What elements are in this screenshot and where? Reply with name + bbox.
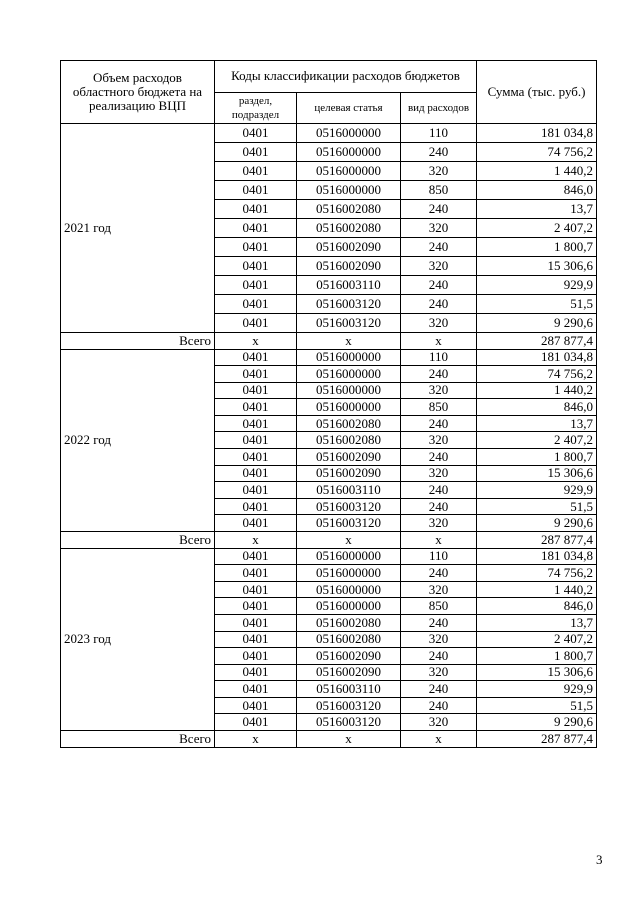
expense-type-code: 320 bbox=[401, 257, 477, 276]
expense-type-code: 320 bbox=[401, 581, 477, 598]
target-code: 0516000000 bbox=[297, 548, 401, 565]
total-row bbox=[61, 731, 597, 748]
section-code: 0401 bbox=[215, 565, 297, 582]
target-code: 0516000000 bbox=[297, 162, 401, 181]
target-code: 0516002090 bbox=[297, 648, 401, 665]
section-code: 0401 bbox=[215, 515, 297, 532]
section-code: 0401 bbox=[215, 664, 297, 681]
expense-type-code: 320 bbox=[401, 382, 477, 399]
section-code: 0401 bbox=[215, 238, 297, 257]
target-code: 0516002080 bbox=[297, 200, 401, 219]
section-code: 0401 bbox=[215, 681, 297, 698]
total-amount: 287 877,4 bbox=[477, 532, 597, 549]
target-code: 0516002080 bbox=[297, 631, 401, 648]
expense-type-code: 240 bbox=[401, 143, 477, 162]
target-code: 0516002090 bbox=[297, 238, 401, 257]
section-code: 0401 bbox=[215, 257, 297, 276]
total-amount: 287 877,4 bbox=[477, 333, 597, 350]
target-code: 0516003120 bbox=[297, 515, 401, 532]
section-code: 0401 bbox=[215, 482, 297, 499]
amount: 51,5 bbox=[477, 295, 597, 314]
target-code: 0516002090 bbox=[297, 465, 401, 482]
expense-type-code: 240 bbox=[401, 276, 477, 295]
total-label: Всего bbox=[61, 731, 215, 748]
section-code: 0401 bbox=[215, 465, 297, 482]
section-code: 0401 bbox=[215, 276, 297, 295]
section-code: 0401 bbox=[215, 366, 297, 383]
total-type: х bbox=[401, 333, 477, 350]
amount: 1 800,7 bbox=[477, 449, 597, 466]
section-code: 0401 bbox=[215, 714, 297, 731]
target-code: 0516000000 bbox=[297, 598, 401, 615]
amount: 9 290,6 bbox=[477, 314, 597, 333]
amount: 2 407,2 bbox=[477, 432, 597, 449]
target-code: 0516002080 bbox=[297, 432, 401, 449]
section-code: 0401 bbox=[215, 415, 297, 432]
target-code: 0516000000 bbox=[297, 399, 401, 416]
amount: 1 800,7 bbox=[477, 238, 597, 257]
target-code: 0516000000 bbox=[297, 366, 401, 383]
section-code: 0401 bbox=[215, 143, 297, 162]
expense-type-code: 320 bbox=[401, 162, 477, 181]
amount: 13,7 bbox=[477, 415, 597, 432]
amount: 1 440,2 bbox=[477, 382, 597, 399]
amount: 929,9 bbox=[477, 482, 597, 499]
year-group-2022 bbox=[61, 349, 597, 548]
target-code: 0516003120 bbox=[297, 714, 401, 731]
section-code: 0401 bbox=[215, 124, 297, 143]
expense-type-code: 320 bbox=[401, 465, 477, 482]
total-row bbox=[61, 532, 597, 549]
section-code: 0401 bbox=[215, 162, 297, 181]
amount: 181 034,8 bbox=[477, 548, 597, 565]
amount: 13,7 bbox=[477, 200, 597, 219]
target-code: 0516003110 bbox=[297, 482, 401, 499]
section-code: 0401 bbox=[215, 648, 297, 665]
expense-type-code: 240 bbox=[401, 681, 477, 698]
expense-type-code: 240 bbox=[401, 648, 477, 665]
target-code: 0516002090 bbox=[297, 257, 401, 276]
section-code: 0401 bbox=[215, 614, 297, 631]
section-code: 0401 bbox=[215, 349, 297, 366]
total-label: Всего bbox=[61, 333, 215, 350]
year-label: 2021 год bbox=[61, 124, 215, 333]
expense-type-code: 240 bbox=[401, 415, 477, 432]
amount: 846,0 bbox=[477, 598, 597, 615]
total-target: х bbox=[297, 532, 401, 549]
expense-type-code: 110 bbox=[401, 548, 477, 565]
section-code: 0401 bbox=[215, 181, 297, 200]
amount: 15 306,6 bbox=[477, 664, 597, 681]
expense-type-code: 850 bbox=[401, 598, 477, 615]
amount: 1 800,7 bbox=[477, 648, 597, 665]
target-code: 0516003120 bbox=[297, 314, 401, 333]
expense-type-code: 240 bbox=[401, 614, 477, 631]
expense-type-code: 240 bbox=[401, 366, 477, 383]
target-code: 0516003120 bbox=[297, 498, 401, 515]
expense-type-code: 240 bbox=[401, 565, 477, 582]
section-code: 0401 bbox=[215, 432, 297, 449]
amount: 2 407,2 bbox=[477, 219, 597, 238]
target-code: 0516000000 bbox=[297, 124, 401, 143]
expense-type-code: 240 bbox=[401, 238, 477, 257]
page-number: 3 bbox=[596, 852, 603, 867]
amount: 846,0 bbox=[477, 181, 597, 200]
total-section: х bbox=[215, 532, 297, 549]
target-code: 0516000000 bbox=[297, 565, 401, 582]
target-code: 0516002080 bbox=[297, 219, 401, 238]
section-code: 0401 bbox=[215, 498, 297, 515]
amount: 929,9 bbox=[477, 276, 597, 295]
budget-table bbox=[60, 60, 597, 748]
section-code: 0401 bbox=[215, 697, 297, 714]
amount: 9 290,6 bbox=[477, 515, 597, 532]
amount: 51,5 bbox=[477, 498, 597, 515]
total-target: х bbox=[297, 333, 401, 350]
target-code: 0516000000 bbox=[297, 581, 401, 598]
amount: 1 440,2 bbox=[477, 581, 597, 598]
amount: 74 756,2 bbox=[477, 565, 597, 582]
header-target: целевая статья bbox=[297, 92, 401, 124]
total-section: х bbox=[215, 731, 297, 748]
header-sum: Сумма (тыс. руб.) bbox=[477, 61, 597, 124]
section-code: 0401 bbox=[215, 548, 297, 565]
expense-type-code: 320 bbox=[401, 631, 477, 648]
expense-type-code: 320 bbox=[401, 714, 477, 731]
expense-type-code: 240 bbox=[401, 200, 477, 219]
section-code: 0401 bbox=[215, 219, 297, 238]
target-code: 0516003120 bbox=[297, 295, 401, 314]
year-label: 2022 год bbox=[61, 349, 215, 532]
amount: 15 306,6 bbox=[477, 465, 597, 482]
total-row bbox=[61, 333, 597, 350]
target-code: 0516000000 bbox=[297, 143, 401, 162]
expense-type-code: 240 bbox=[401, 498, 477, 515]
expense-type-code: 850 bbox=[401, 181, 477, 200]
section-code: 0401 bbox=[215, 382, 297, 399]
section-code: 0401 bbox=[215, 598, 297, 615]
expense-type-code: 240 bbox=[401, 697, 477, 714]
expense-type-code: 320 bbox=[401, 432, 477, 449]
expense-type-code: 110 bbox=[401, 349, 477, 366]
section-code: 0401 bbox=[215, 200, 297, 219]
header-codes: Коды классификации расходов бюджетов bbox=[215, 61, 477, 93]
target-code: 0516003110 bbox=[297, 276, 401, 295]
amount: 181 034,8 bbox=[477, 349, 597, 366]
amount: 2 407,2 bbox=[477, 631, 597, 648]
expense-type-code: 240 bbox=[401, 449, 477, 466]
table-header bbox=[61, 61, 597, 124]
amount: 15 306,6 bbox=[477, 257, 597, 276]
total-type: х bbox=[401, 532, 477, 549]
section-code: 0401 bbox=[215, 295, 297, 314]
expense-type-code: 320 bbox=[401, 515, 477, 532]
expense-type-code: 850 bbox=[401, 399, 477, 416]
section-code: 0401 bbox=[215, 631, 297, 648]
amount: 1 440,2 bbox=[477, 162, 597, 181]
total-target: х bbox=[297, 731, 401, 748]
amount: 181 034,8 bbox=[477, 124, 597, 143]
table-row bbox=[61, 349, 597, 366]
year-label: 2023 год bbox=[61, 548, 215, 731]
amount: 13,7 bbox=[477, 614, 597, 631]
expense-type-code: 240 bbox=[401, 295, 477, 314]
section-code: 0401 bbox=[215, 449, 297, 466]
table-row bbox=[61, 124, 597, 143]
amount: 846,0 bbox=[477, 399, 597, 416]
target-code: 0516000000 bbox=[297, 382, 401, 399]
expense-type-code: 240 bbox=[401, 482, 477, 499]
header-type: вид расходов bbox=[401, 92, 477, 124]
expense-type-code: 320 bbox=[401, 664, 477, 681]
section-code: 0401 bbox=[215, 399, 297, 416]
total-label: Всего bbox=[61, 532, 215, 549]
target-code: 0516003120 bbox=[297, 697, 401, 714]
target-code: 0516002080 bbox=[297, 614, 401, 631]
header-volume: Объем расходов областного бюджета на реализацию ВЦП bbox=[61, 61, 215, 124]
table-row bbox=[61, 548, 597, 565]
target-code: 0516002090 bbox=[297, 664, 401, 681]
expense-type-code: 320 bbox=[401, 314, 477, 333]
header-section: раздел, подраздел bbox=[215, 92, 297, 124]
year-group-2021 bbox=[61, 124, 597, 350]
expense-type-code: 320 bbox=[401, 219, 477, 238]
target-code: 0516000000 bbox=[297, 181, 401, 200]
target-code: 0516003110 bbox=[297, 681, 401, 698]
amount: 929,9 bbox=[477, 681, 597, 698]
amount: 74 756,2 bbox=[477, 143, 597, 162]
section-code: 0401 bbox=[215, 581, 297, 598]
total-type: х bbox=[401, 731, 477, 748]
amount: 9 290,6 bbox=[477, 714, 597, 731]
target-code: 0516002080 bbox=[297, 415, 401, 432]
expense-type-code: 110 bbox=[401, 124, 477, 143]
section-code: 0401 bbox=[215, 314, 297, 333]
year-group-2023 bbox=[61, 548, 597, 747]
target-code: 0516002090 bbox=[297, 449, 401, 466]
target-code: 0516000000 bbox=[297, 349, 401, 366]
total-amount: 287 877,4 bbox=[477, 731, 597, 748]
total-section: х bbox=[215, 333, 297, 350]
amount: 51,5 bbox=[477, 697, 597, 714]
amount: 74 756,2 bbox=[477, 366, 597, 383]
